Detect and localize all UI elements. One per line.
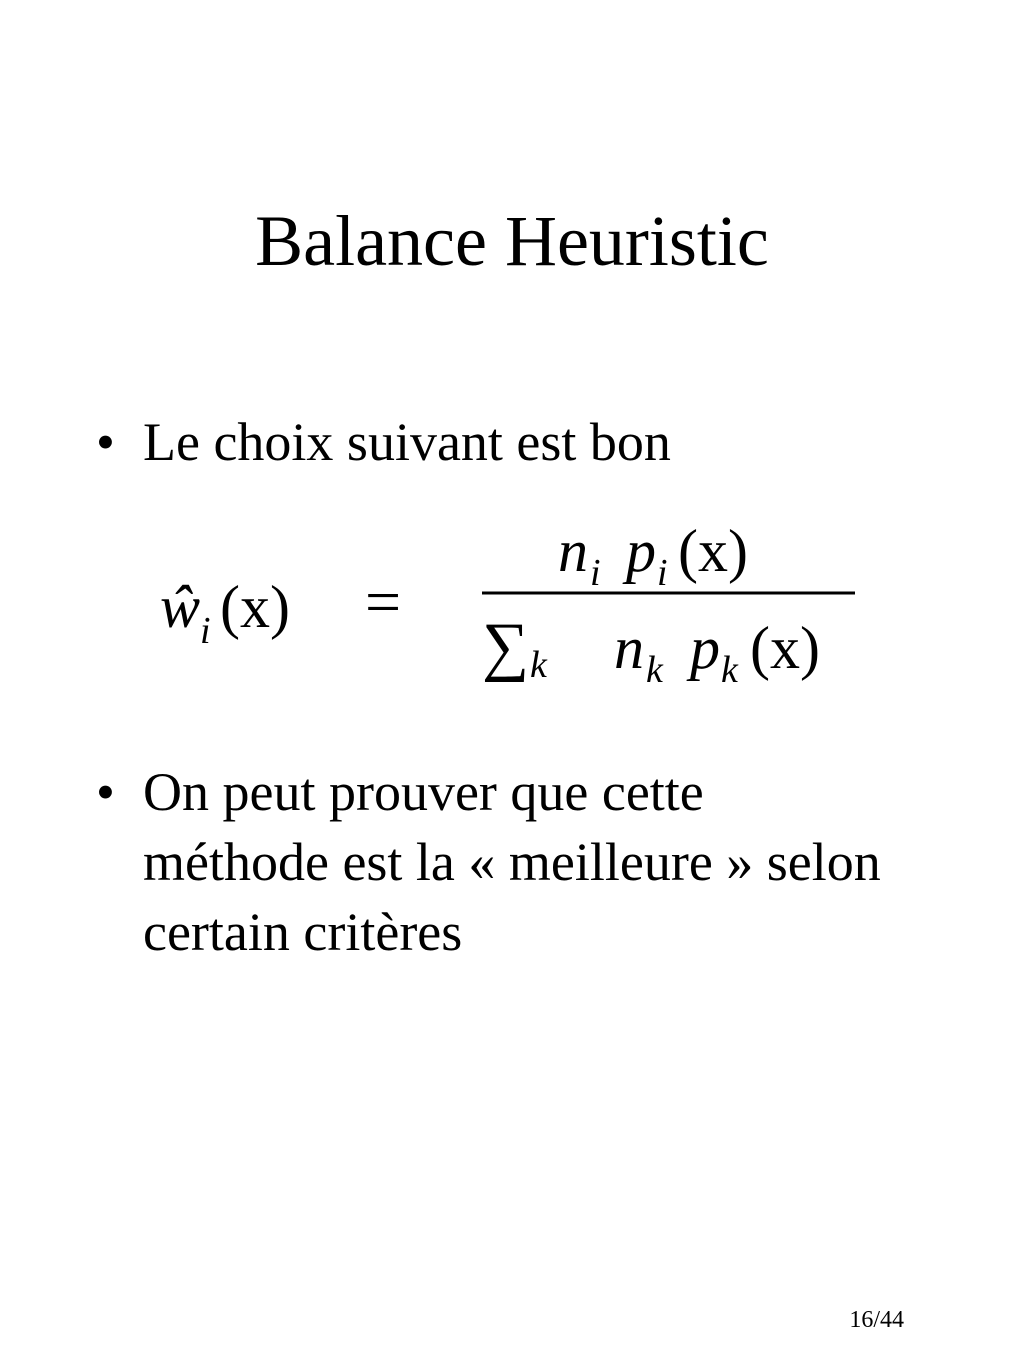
formula-lhs-sub: i: [200, 610, 211, 652]
balance-heuristic-formula: [160, 505, 880, 700]
formula-den-n-sub: k: [646, 649, 663, 691]
formula-equals: =: [365, 566, 402, 637]
bullet-marker: •: [96, 762, 115, 822]
formula-num-n: n: [558, 518, 588, 584]
page-number: 16/44: [849, 1307, 904, 1333]
formula-graphic: [160, 505, 880, 695]
bullet-text: On peut prouver que cette méthode est la « meilleure » selon certain critères: [143, 762, 881, 962]
formula-den-n: n: [614, 615, 644, 681]
formula-lhs-w: ŵ: [160, 574, 201, 640]
formula-num-p-sub: i: [657, 552, 668, 594]
formula-lhs-arg: (x): [220, 574, 290, 640]
bullet-text: Le choix suivant est bon: [143, 412, 671, 472]
slide-title: Balance Heuristic: [255, 201, 769, 281]
bullet-marker: •: [96, 412, 115, 472]
formula-den-p: p: [690, 615, 720, 681]
formula-den-sum-sub: k: [530, 644, 547, 686]
formula-den-sum: ∑: [482, 610, 530, 683]
formula-den-arg: (x): [750, 615, 820, 681]
formula-num-n-sub: i: [590, 552, 601, 594]
formula-num-arg: (x): [678, 518, 748, 584]
formula-num-p: p: [626, 518, 656, 584]
formula-den-p-sub: k: [721, 649, 738, 691]
